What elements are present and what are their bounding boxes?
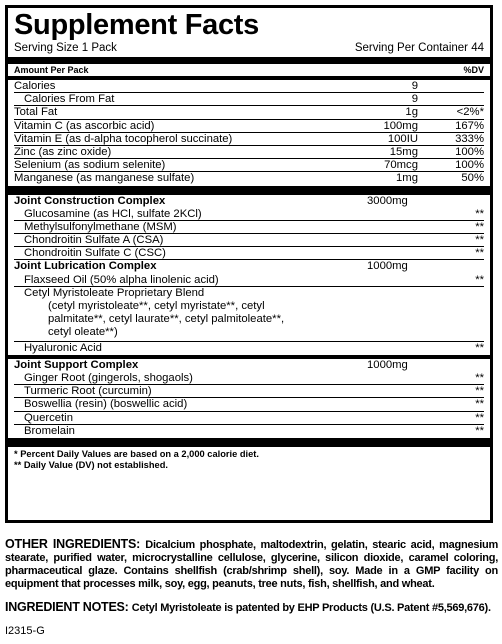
ingredient-dv: ** [475,234,484,247]
divider-heavy [8,438,490,447]
ingredient-row [14,425,484,438]
column-header [14,64,484,76]
nutrient-name: Manganese (as manganese sulfate) [14,172,195,185]
complex-name: Joint Support Complex [14,358,139,371]
complex-amount: 1000mg [367,358,408,371]
divider-thick [8,57,490,64]
ingredient-dv: ** [475,398,484,411]
ingredient-dv: ** [475,411,484,424]
joint-construction-heading [14,195,484,208]
nutrient-row [14,159,484,172]
ingredient-name: Bromelain [24,424,75,437]
joint-lubrication-heading [14,260,484,273]
blend-title: Cetyl Myristoleate Proprietary Blend [24,286,205,299]
footnote-dv: * Percent Daily Values are based on a 2,000 calorie diet. [14,448,259,459]
ingredient-dv: ** [475,207,484,220]
ingredient-row [14,234,484,247]
blend-line: cetyl oleate**) [48,326,118,339]
product-code: I2315-G [5,625,45,637]
nutrient-row [14,120,484,133]
ingredient-name: Methylsulfonylmethane (MSM) [24,220,177,233]
ingredient-name: Boswellia (resin) (boswellic acid) [24,398,188,411]
ingredient-dv: ** [475,385,484,398]
other-ingredients-text: Dicalcium phosphate, maltodextrin, gelatin, stearic acid, magnesium stearate, purified water, microcrystalline cellulose, glycerine, silicon dioxide, caramel coloring, pharmaceutical glaze. Contains shellfish (crab/shrimp shell), soy. Made in a GMP facility on equipment that processes milk, soy, egg, peanuts, tree nuts, fish, shellfish, and wheat. [5,539,498,590]
footnote-not-established: ** Daily Value (DV) not established. [14,460,168,471]
ingredient-dv: ** [475,247,484,260]
nutrient-amount: 9 [411,80,418,92]
blend-line: (cetyl myristoleate**, cetyl myristate**, cetyl [48,300,265,313]
nutrient-amount: 9 [411,93,418,106]
serving-info [14,41,484,55]
nutrient-dv: 50% [461,172,484,185]
ingredient-name: Hyaluronic Acid [24,341,102,354]
ingredient-row [14,221,484,234]
nutrient-list [14,80,484,186]
ingredient-name: Quercetin [24,411,73,424]
nutrient-row [14,93,484,106]
nutrient-row [14,133,484,146]
nutrient-dv: 100% [455,145,484,158]
nutrient-dv: 167% [455,119,484,132]
ingredient-row [14,208,484,221]
supplement-facts-panel [5,5,493,523]
nutrient-name: Calories [14,80,56,92]
ingredient-row [14,247,484,260]
complex-name: Joint Lubrication Complex [14,260,157,273]
blend-detail [14,300,484,340]
amount-header: Amount Per Pack [14,65,89,75]
servings-per-container: Serving Per Container 44 [354,42,484,54]
dv-header: %DV [463,65,484,75]
nutrient-name: Calories From Fat [24,93,115,106]
other-ingredients-label: OTHER INGREDIENTS: [5,537,146,551]
nutrient-dv: 100% [455,159,484,172]
complex-amount: 3000mg [367,194,408,207]
ingredient-dv: ** [475,372,484,384]
ingredient-row [14,412,484,425]
nutrient-amount: 100IU [387,132,418,145]
ingredient-name: Glucosamine (as HCl, sulfate 2KCl) [24,207,202,220]
ingredient-name: Ginger Root (gingerols, shogaols) [24,372,193,384]
ingredient-notes-label: INGREDIENT NOTES: [5,600,132,614]
nutrient-amount: 100mg [383,119,418,132]
nutrient-name: Total Fat [14,106,58,119]
nutrient-amount: 70mcg [384,159,418,172]
complex-amount: 1000mg [367,260,408,273]
proprietary-blend [14,287,484,342]
serving-size: Serving Size 1 Pack [14,42,117,54]
other-ingredients [5,538,498,591]
nutrient-row [14,172,484,185]
ingredient-name: Chondroitin Sulfate A (CSA) [24,234,164,247]
ingredient-dv: ** [475,220,484,233]
nutrient-row [14,146,484,159]
nutrient-amount: 1g [405,106,418,119]
nutrient-row [14,106,484,119]
nutrient-name: Vitamin C (as ascorbic acid) [14,119,155,132]
ingredient-dv: ** [475,424,484,437]
complex-name: Joint Construction Complex [14,194,166,207]
ingredient-name: Chondroitin Sulfate C (CSC) [24,247,166,260]
ingredient-row [14,342,484,355]
ingredient-row [14,398,484,411]
ingredient-dv: ** [475,273,484,286]
nutrient-amount: 15mg [389,145,418,158]
nutrient-name: Zinc (as zinc oxide) [14,145,112,158]
divider-heavy [8,186,490,195]
footnotes [14,447,484,472]
nutrient-name: Vitamin E (as d-alpha tocopherol succinate) [14,132,233,145]
blend-line: palmitate**, cetyl laurate**, cetyl palmitoleate**, [48,313,285,326]
ingredient-row [14,274,484,287]
nutrient-dv: <2%* [456,106,484,119]
ingredient-dv: ** [475,341,484,354]
ingredient-row [14,385,484,398]
nutrient-row [14,80,484,93]
nutrient-amount: 1mg [396,172,418,185]
joint-support-heading [14,359,484,372]
ingredient-notes-text: Cetyl Myristoleate is patented by EHP Products (U.S. Patent #5,569,676). [131,602,491,614]
panel-title: Supplement Facts [14,9,259,41]
ingredient-name: Flaxseed Oil (50% alpha linolenic acid) [24,273,219,286]
ingredient-name: Turmeric Root (curcumin) [24,385,152,398]
nutrient-dv: 333% [455,132,484,145]
ingredient-row [14,372,484,385]
ingredient-notes [5,601,491,615]
nutrient-name: Selenium (as sodium selenite) [14,159,166,172]
